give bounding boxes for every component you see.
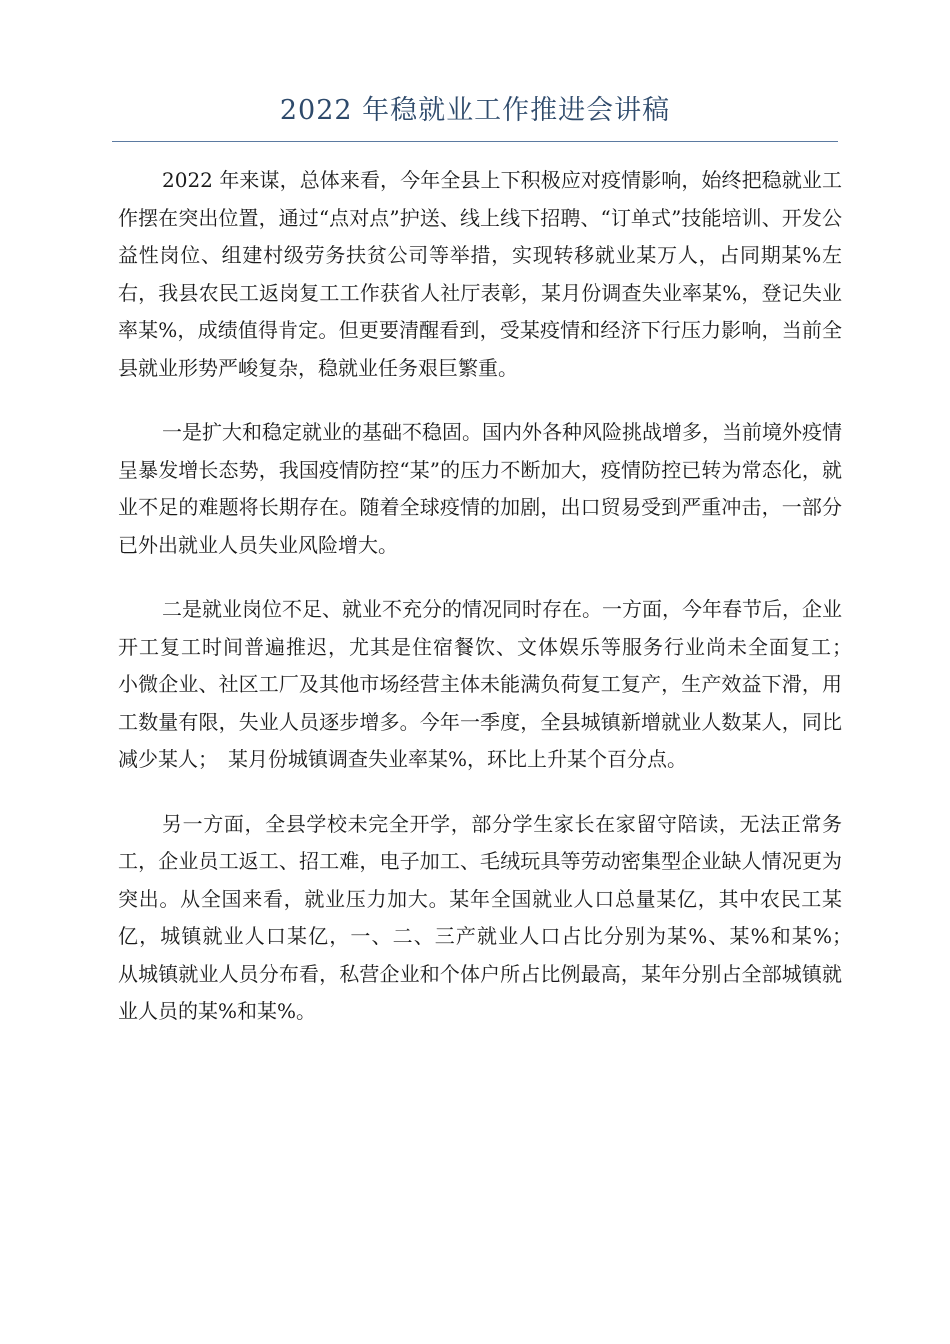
paragraph-point-one: 一是扩大和稳定就业的基础不稳固。国内外各种风险挑战增多，当前境外疫情呈暴发增长态势，我国疫情防控“某”的压力不断加大，疫情防控已转为常态化，就业不足的难题将长期存在。随着全球疫情的加剧，出口贸易受到严重冲击，一部分已外出就业人员失业风险增大。 [118, 420, 842, 557]
page-title: 2022 年稳就业工作推进会讲稿 [279, 95, 671, 126]
paragraph-other-aspect: 另一方面，全县学校未完全开学，部分学生家长在家留守陪读，无法正常务工，企业员工返工、招工难，电子加工、毛绒玩具等劳动密集型企业缺人情况更为突出。从全国来看，就业压力加大。某年全国就业人口总量某亿，其中农民工某亿，城镇就业人口某亿，一、二、三产就业人口占比分别为某%、某%和某%； 从城镇就业人员分布看，私营企业和个体户所占比例最高，某年分别占全部城镇就业人员的某%和某%。 [118, 811, 862, 1023]
paragraph-point-two: 二是就业岗位不足、就业不充分的情况同时存在。一方面，今年春节后，企业开工复工时间普遍推迟，尤其是住宿餐饮、文体娱乐等服务行业尚未全面复工； 小微企业、社区工厂及其他市场经营主体未能满负荷复工复产，生产效益下滑，用工数量有限，失业人员逐步增多。今年一季度，全县城镇新增就业人数某人，同比减少某人； 某月份城镇调查失业率某%，环比上升某个百分点。 [118, 597, 862, 771]
title-underline [112, 141, 838, 142]
paragraph-intro: 2022 年来谋，总体来看，今年全县上下积极应对疫情影响，始终把稳就业工作摆在突出位置，通过“点对点”护送、线上线下招聘、“订单式”技能培训、开发公益性岗位、组建村级劳务扶贫公司等举措，实现转移就业某万人，占同期某%左右，我县农民工返岗复工工作获省人社厅表彰，某月份调查失业率某%，登记失业率某%，成绩值得肯定。但更要清醒看到，受某疫情和经济下行压力影响，当前全县就业形势严峻复杂，稳就业任务艰巨繁重。 [118, 168, 842, 380]
document-body [118, 162, 862, 1031]
